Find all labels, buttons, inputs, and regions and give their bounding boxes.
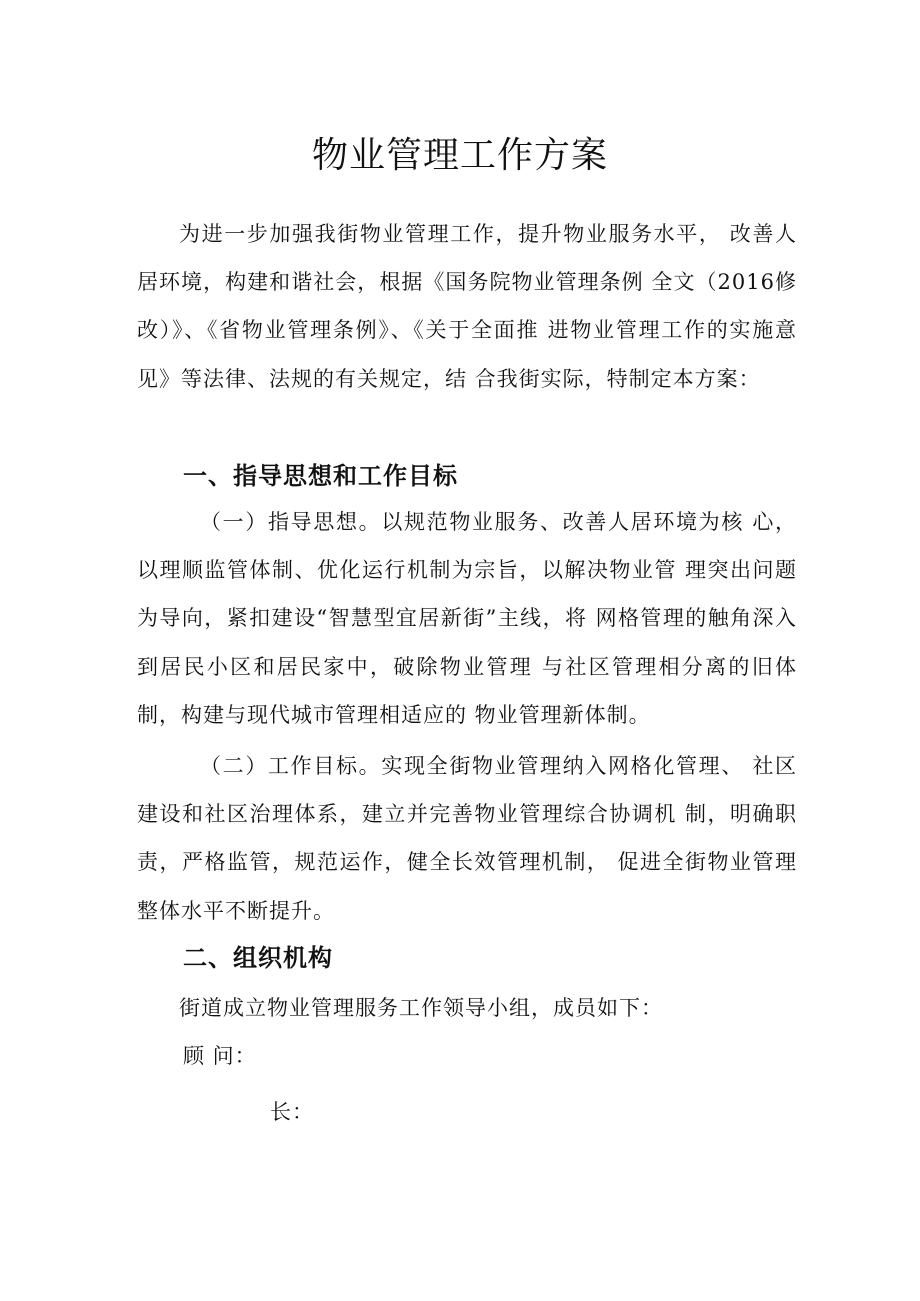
document-title: 物业管理工作方案 <box>311 135 608 176</box>
organization-paragraph: 街道成立物业管理服务工作领导小组，成员如下： <box>179 996 663 1020</box>
section-heading-organization: 二、组织机构 <box>183 944 333 972</box>
leader-label: 长： <box>270 1100 314 1124</box>
guiding-ideology-paragraph: （一）指导思想。以规范物业服务、改善人居环境为核 心，以理顺监管体制、优化运行机制为宗旨，以解决物业管 理突出问题为导向，紧扣建设“智慧型宜居新街”主线，将 网格管理的触角深入到居民小区和居民家中，破除物业管理 与社区管理相分离的旧体制，构建与现代城市管理相适应的 物业管理新体制。 <box>137 510 797 727</box>
adviser-label: 顾 问： <box>183 1044 257 1068</box>
intro-paragraph: 为进一步加强我街物业管理工作，提升物业服务水平， 改善人居环境，构建和谐社会，根据《国务院物业管理条例 全文（2016修改）》、《省物业管理条例》、《关于全面推 进物业管理工作的实施意见》等法律、法规的有关规定，结 合我街实际，特制定本方案： <box>137 222 797 391</box>
work-objectives-paragraph: （二）工作目标。实现全街物业管理纳入网格化管理、 社区建设和社区治理体系，建立并完善物业管理综合协调机 制，明确职责，严格监管，规范运作，健全长效管理机制， 促进全街物业管理整体水平不断提升。 <box>137 754 797 923</box>
section-heading-guiding-ideology: 一、指导思想和工作目标 <box>183 462 458 490</box>
